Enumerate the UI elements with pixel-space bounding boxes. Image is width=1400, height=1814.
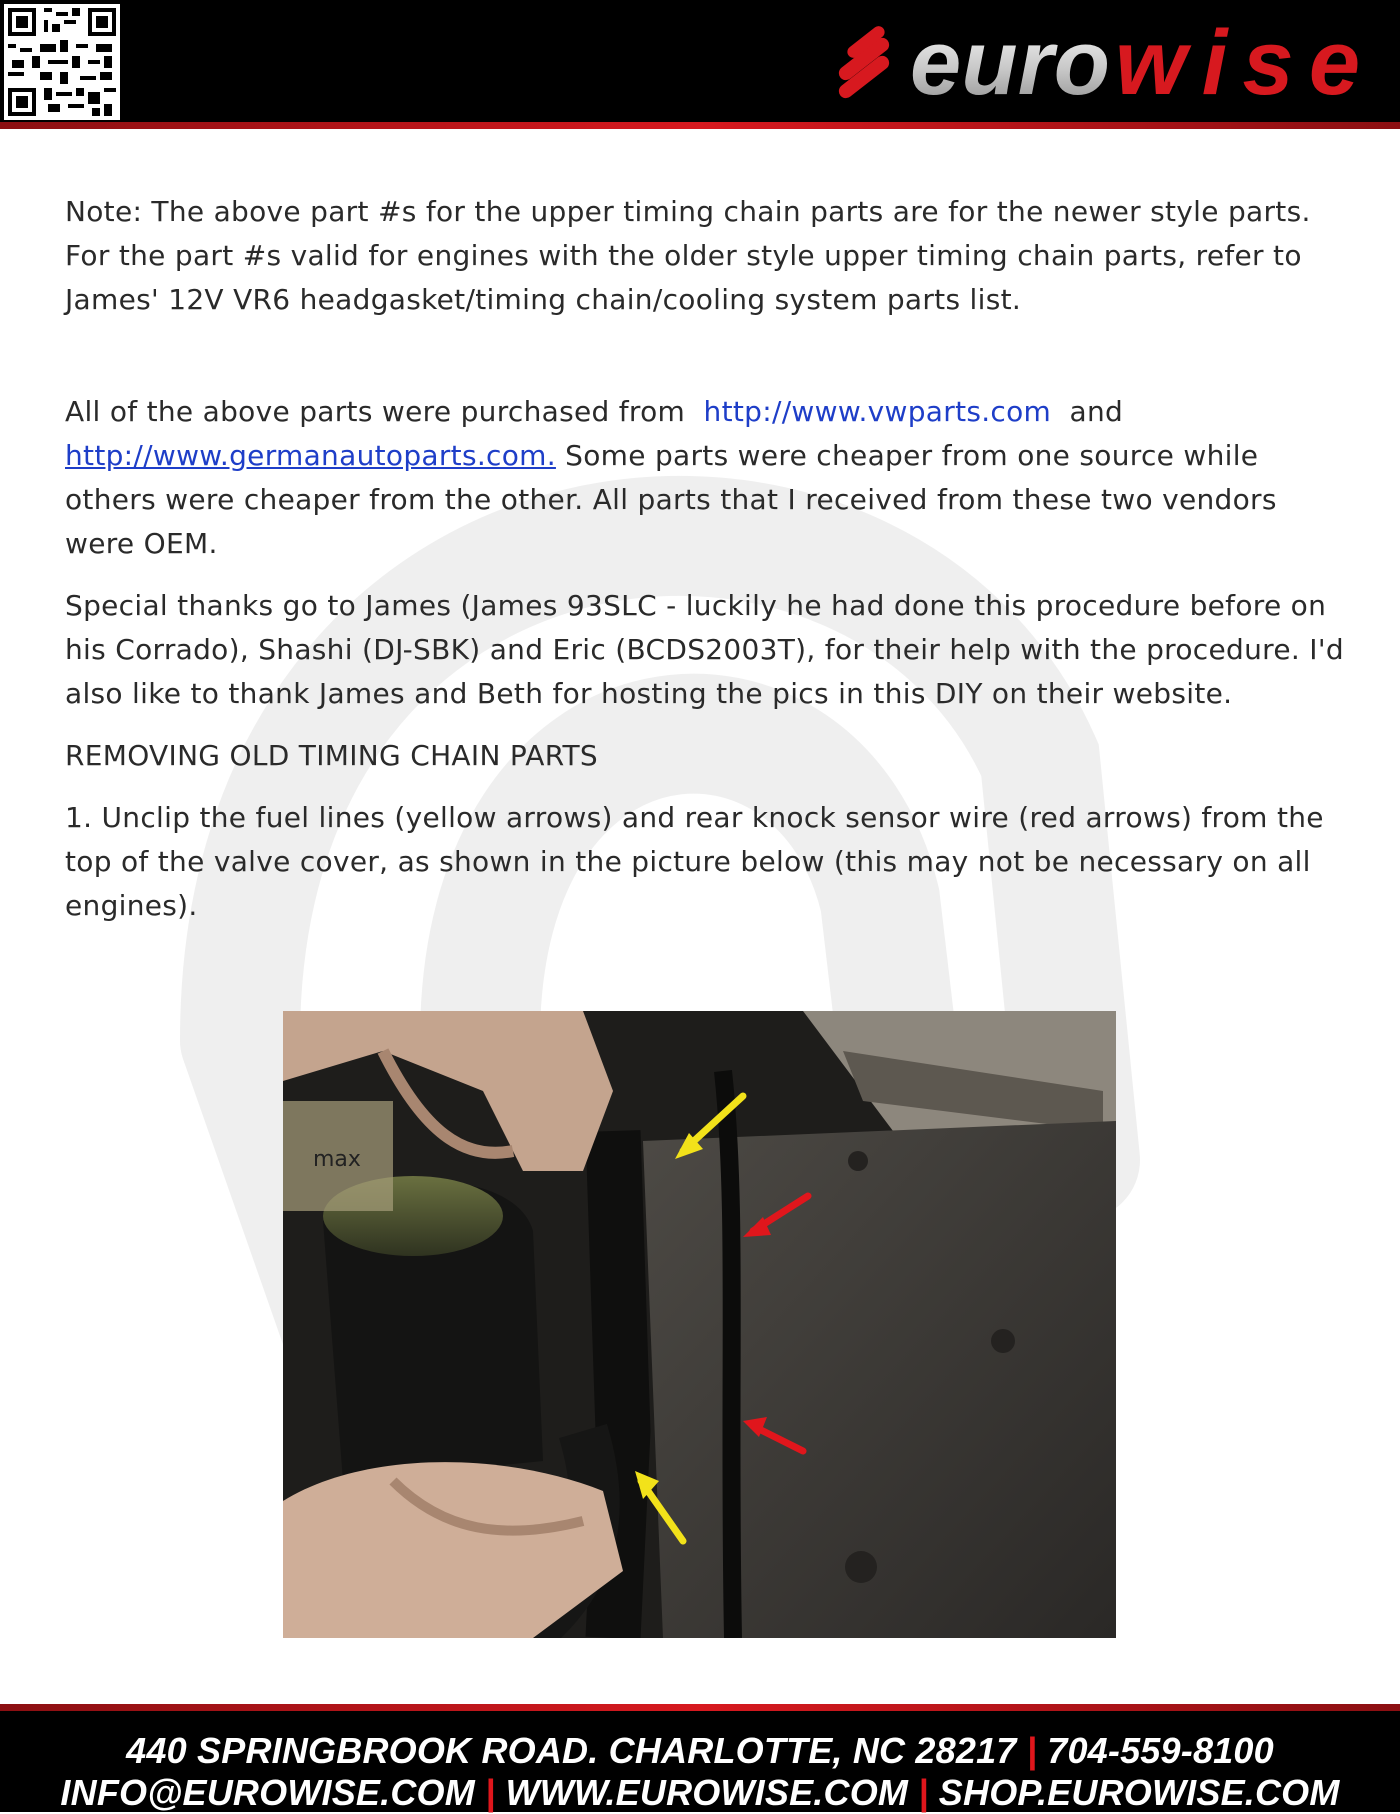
page-footer	[0, 1704, 1400, 1812]
engine-photo-illustration	[283, 1011, 1116, 1638]
footer-website-link[interactable]: WWW.EUROWISE.COM	[505, 1772, 909, 1813]
footer-shop-link[interactable]: SHOP.EUROWISE.COM	[938, 1772, 1340, 1813]
vendors-paragraph	[65, 390, 1345, 566]
vwparts-link[interactable]: http://www.vwparts.com	[703, 395, 1052, 428]
and-text: and	[1069, 395, 1124, 428]
footer-separator: |	[1026, 1730, 1038, 1771]
footer-contact-line	[0, 1772, 1400, 1814]
footer-separator: |	[485, 1772, 496, 1813]
svg-text:wise: wise	[1115, 14, 1360, 114]
footer-address-line	[0, 1730, 1400, 1772]
footer-accent-line	[0, 1704, 1400, 1711]
footer-separator: |	[918, 1772, 929, 1813]
vendors-suffix-text: Some parts were cheaper from one source while others were cheaper from the other. All parts that I received from these two vendors were OEM.	[65, 439, 1277, 560]
header-accent-line	[0, 122, 1400, 129]
engine-bay-photo	[283, 1011, 1116, 1638]
footer-email-link[interactable]: INFO@EUROWISE.COM	[60, 1772, 475, 1813]
thanks-paragraph: Special thanks go to James (James 93SLC - luckily he had done this procedure before on his Corrado), Shashi (DJ-SBK) and Eric (BCDS2003T), for their help with the procedure. I'd also like to thank James and Beth for hosting the pics in this DIY on their website.	[65, 589, 1344, 710]
reservoir-max-label: max	[313, 1147, 361, 1172]
vendors-prefix-text: All of the above parts were purchased from	[65, 395, 686, 428]
germanautoparts-link[interactable]: http://www.germanautoparts.com.	[65, 439, 556, 472]
page-header	[0, 0, 1400, 122]
parts-note-paragraph: Note: The above part #s for the upper timing chain parts are for the newer style parts. For the part #s valid for engines with the older style upper timing chain parts, refer to James' 12V VR6 headgasket/timing chain/cooling system parts list.	[65, 195, 1311, 316]
footer-address: 440 SPRINGBROOK ROAD. CHARLOTTE, NC 28217	[126, 1730, 1017, 1771]
qr-code-icon	[4, 4, 120, 120]
article-body	[65, 190, 1345, 928]
footer-phone[interactable]: 704-559-8100	[1047, 1730, 1274, 1771]
step-1-paragraph: 1. Unclip the fuel lines (yellow arrows) and rear knock sensor wire (red arrows) from the top of the valve cover, as shown in the picture below (this may not be necessary on all engines).	[65, 801, 1324, 922]
svg-text:euro: euro	[910, 14, 1110, 114]
eurowise-logo	[830, 14, 1390, 114]
section-heading: REMOVING OLD TIMING CHAIN PARTS	[65, 739, 598, 772]
